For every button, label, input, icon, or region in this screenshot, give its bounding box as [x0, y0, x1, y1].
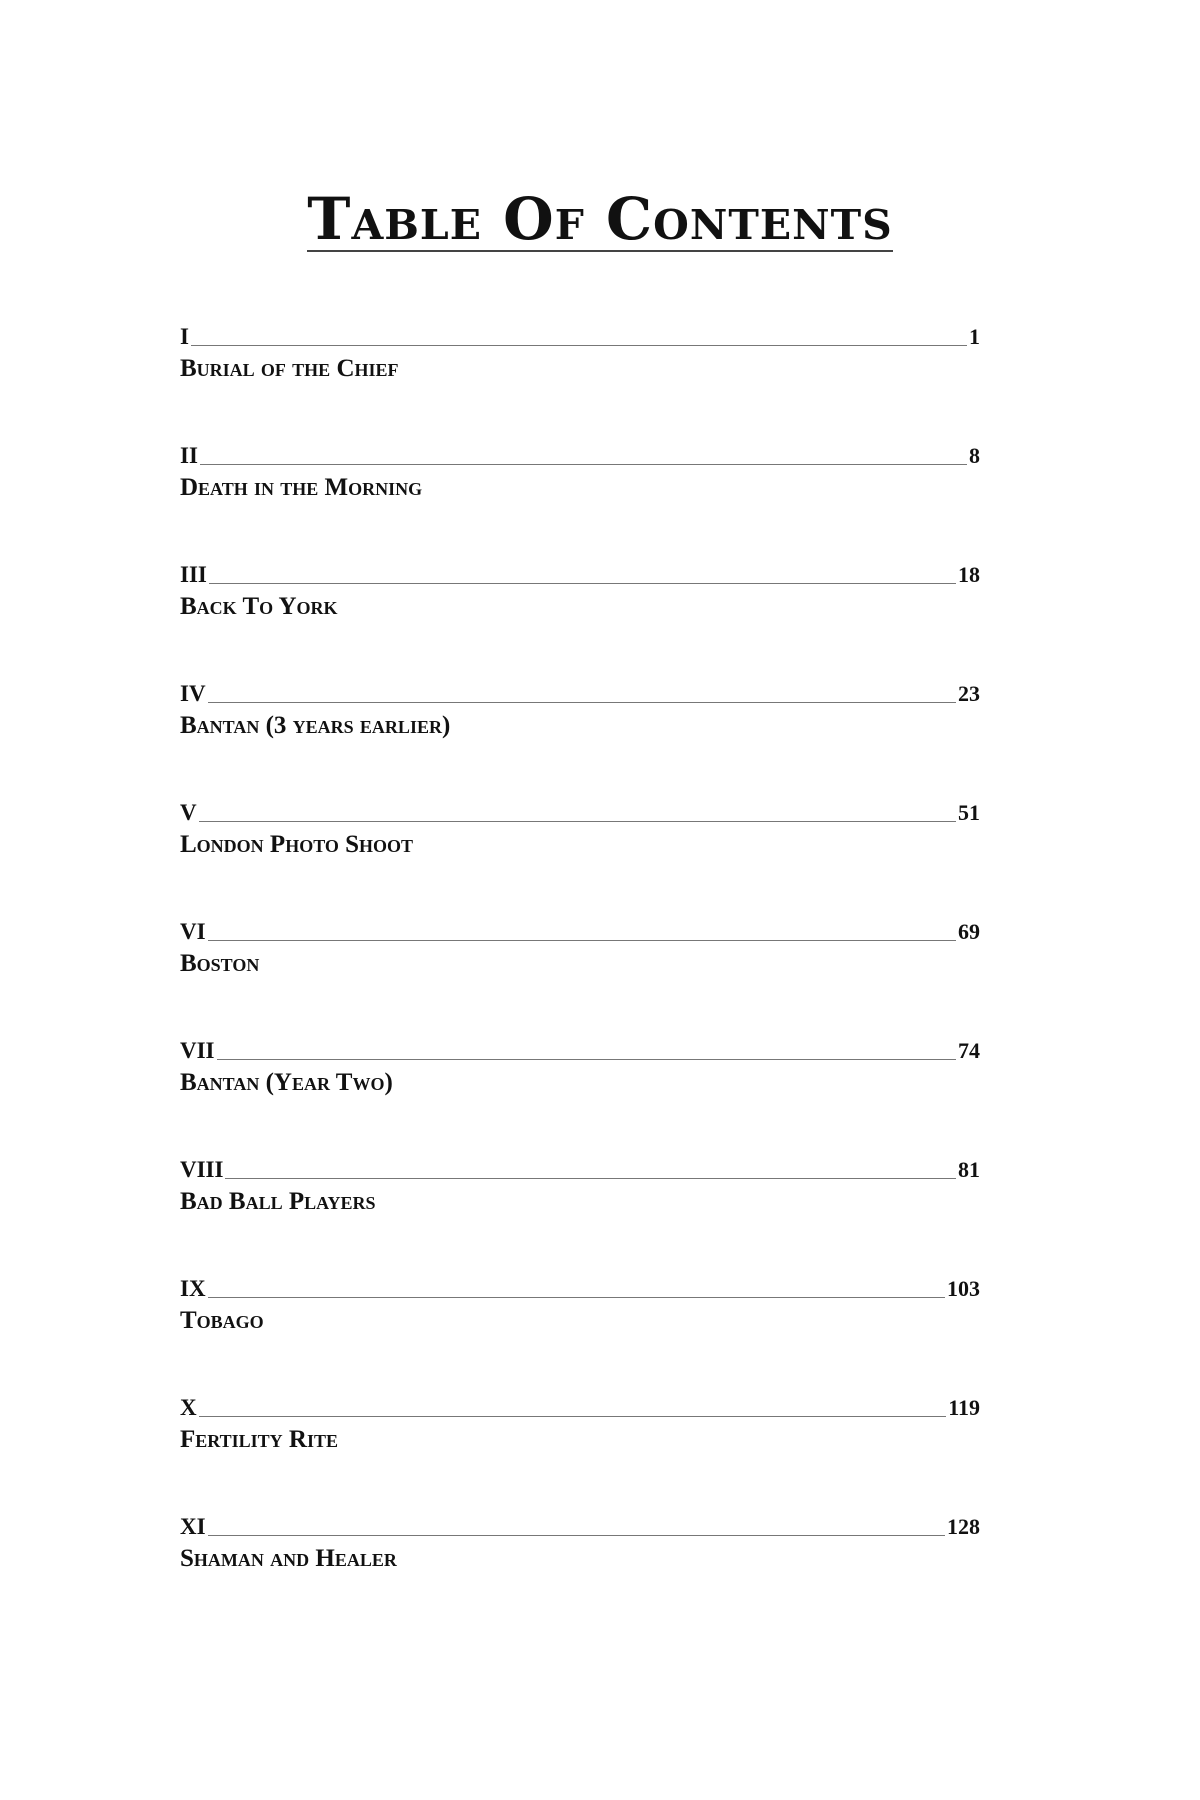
toc-entry-11 — [180, 1512, 980, 1631]
page-number: 128 — [947, 1514, 980, 1539]
leader-line — [208, 702, 956, 703]
leader-line — [208, 1297, 945, 1298]
toc-entry-row — [180, 1155, 980, 1181]
toc-entry-3 — [180, 560, 980, 679]
leader-line — [217, 1059, 956, 1060]
chapter-numeral: I — [180, 324, 189, 349]
leader-line — [199, 821, 956, 822]
toc-entry-7 — [180, 1036, 980, 1155]
page-number: 74 — [958, 1038, 980, 1063]
chapter-numeral: V — [180, 800, 197, 825]
chapter-numeral: III — [180, 562, 207, 587]
chapter-title: Bantan (Year Two) — [180, 1069, 393, 1096]
chapter-numeral: IV — [180, 681, 206, 706]
chapter-numeral: II — [180, 443, 198, 468]
leader-line — [208, 1535, 945, 1536]
chapter-title: Burial of the Chief — [180, 355, 399, 382]
toc-entry-2 — [180, 441, 980, 560]
toc-entry-4 — [180, 679, 980, 798]
chapter-numeral: VII — [180, 1038, 215, 1063]
chapter-title: Shaman and Healer — [180, 1545, 397, 1572]
toc-entry-6 — [180, 917, 980, 1036]
toc-entry-5 — [180, 798, 980, 917]
chapter-title: Boston — [180, 950, 260, 977]
page-title — [0, 185, 1200, 253]
chapter-title: Bantan (3 years earlier) — [180, 712, 451, 739]
chapter-title: Death in the Morning — [180, 474, 423, 501]
chapter-title: Fertility Rite — [180, 1426, 338, 1453]
table-of-contents — [180, 322, 980, 1631]
toc-entry-1 — [180, 322, 980, 441]
chapter-title: Back To York — [180, 593, 338, 620]
leader-line — [209, 583, 956, 584]
toc-entry-row — [180, 560, 980, 586]
chapter-numeral: XI — [180, 1514, 206, 1539]
leader-line — [191, 345, 967, 346]
toc-entry-row — [180, 1036, 980, 1062]
leader-line — [225, 1178, 956, 1179]
chapter-title: London Photo Shoot — [180, 831, 414, 858]
chapter-numeral: VI — [180, 919, 206, 944]
chapter-numeral: VIII — [180, 1157, 224, 1182]
leader-line — [200, 464, 967, 465]
chapter-numeral: IX — [180, 1276, 206, 1301]
page-number: 8 — [969, 443, 980, 468]
toc-entry-row — [180, 917, 980, 943]
toc-entry-9 — [180, 1274, 980, 1393]
toc-entry-row — [180, 441, 980, 467]
page-number: 51 — [958, 800, 980, 825]
page-number: 18 — [958, 562, 980, 587]
leader-line — [199, 1416, 947, 1417]
page-number: 23 — [958, 681, 980, 706]
page-number: 103 — [947, 1276, 980, 1301]
toc-entry-row — [180, 1274, 980, 1300]
toc-entry-row — [180, 1393, 980, 1419]
toc-entry-8 — [180, 1155, 980, 1274]
chapter-title: Bad Ball Players — [180, 1188, 376, 1215]
leader-line — [208, 940, 956, 941]
toc-entry-10 — [180, 1393, 980, 1512]
toc-entry-row — [180, 798, 980, 824]
toc-entry-row — [180, 1512, 980, 1538]
chapter-title: Tobago — [180, 1307, 264, 1334]
chapter-numeral: X — [180, 1395, 197, 1420]
toc-entry-row — [180, 322, 980, 348]
page-number: 81 — [958, 1157, 980, 1182]
page-title-text: Table Of Contents — [307, 185, 893, 253]
toc-entry-row — [180, 679, 980, 705]
page-number: 1 — [969, 324, 980, 349]
page-number: 119 — [948, 1395, 980, 1420]
page-number: 69 — [958, 919, 980, 944]
